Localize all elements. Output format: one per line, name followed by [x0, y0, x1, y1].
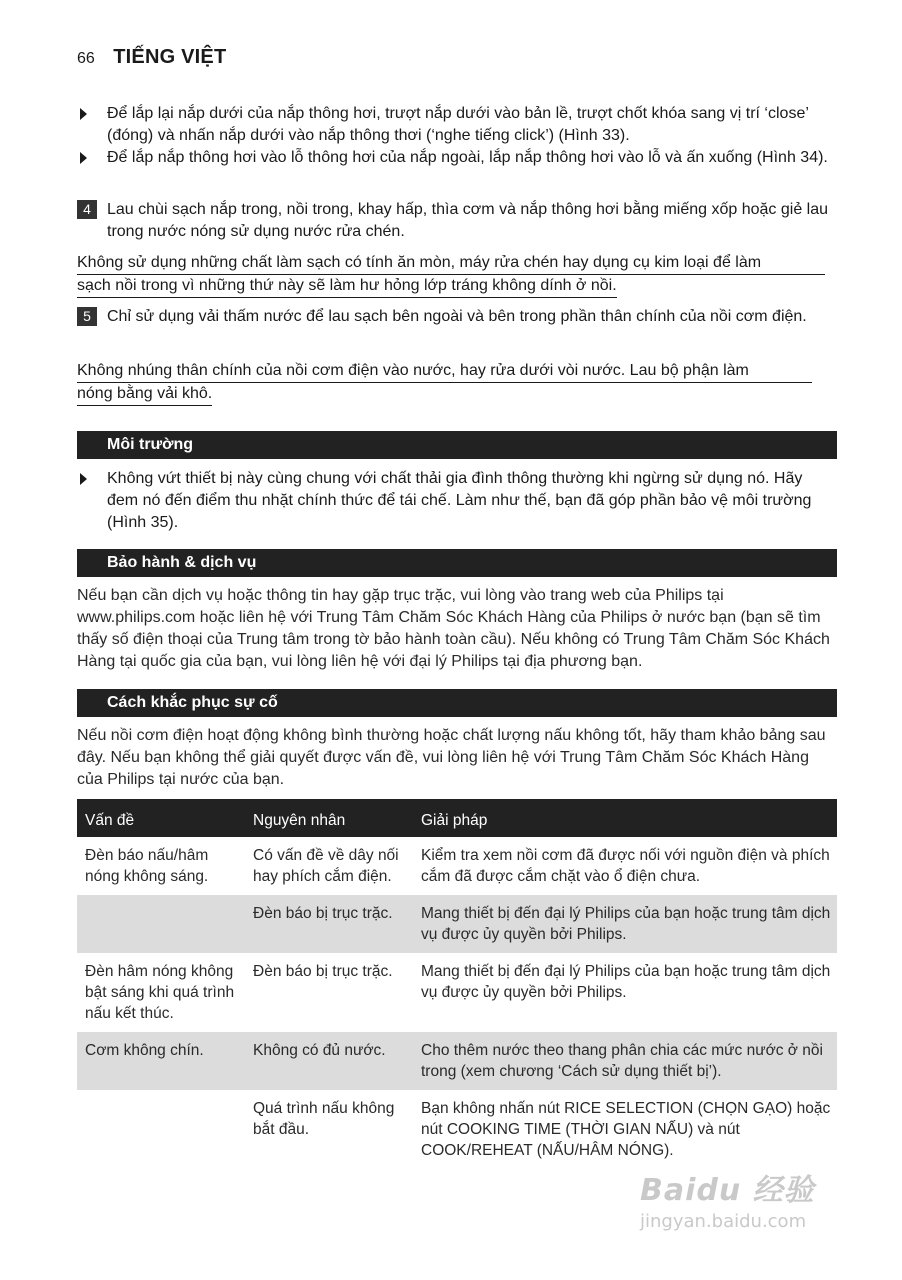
section-bar-environment: Môi trường [77, 431, 837, 459]
warning-cleaning [77, 252, 825, 298]
bullet-arrow-icon [80, 152, 87, 164]
table-row [77, 1090, 837, 1169]
troubleshooting-table [77, 799, 837, 1169]
bullet-text: Không vứt thiết bị này cùng chung với chất thải gia đình thông thường khi ngừng sử dụng nó. Hãy đem nó đến điểm thu nhặt chính thức để tái chế. Làm như thế, bạn đã góp phần bảo vệ môi trường (Hình 35). [107, 470, 812, 531]
watermark-url: jingyan.baidu.com [640, 1211, 807, 1232]
bullet-arrow-icon [80, 473, 87, 485]
warning-line: Không nhúng thân chính của nồi cơm điện vào nước, hay rửa dưới vòi nước. Lau bộ phận làm [77, 360, 812, 383]
warranty-paragraph: Nếu bạn cần dịch vụ hoặc thông tin hay gặp trục trặc, vui lòng vào trang web của Philips tại www.philips.com hoặc liên hệ với Trung Tâm Chăm Sóc Khách Hàng của Philips ở nước bạn (bạn sẽ tìm thấy số điện thoại của Trung tâm trong tờ bảo hành toàn cầu). Nếu không có Trung Tâm Chăm Sóc Khách Hàng tại quốc gia của bạn, vui lòng liên hệ với đại lý Philips tại địa phương bạn. [77, 587, 830, 670]
table-header-row [77, 799, 837, 837]
table-row [77, 1032, 837, 1090]
cell-problem [77, 895, 245, 953]
step-number: 4 [77, 200, 97, 219]
bullet-list-top [77, 103, 837, 169]
cell-solution: Mang thiết bị đến đại lý Philips của bạn hoặc trung tâm dịch vụ được ủy quyền bởi Philips. [413, 895, 837, 953]
section-bar-warranty: Bảo hành & dịch vụ [77, 549, 837, 577]
page-header [77, 46, 226, 69]
step-text: Lau chùi sạch nắp trong, nồi trong, khay hấp, thìa cơm và nắp thông hơi bằng miếng xốp hoặc giẻ lau trong nước nóng sử dụng nước rửa chén. [107, 201, 829, 240]
cell-solution: Kiểm tra xem nồi cơm đã được nối với nguồn điện và phích cắm đã được cắm chặt vào ổ điện chưa. [421, 847, 830, 885]
cell-cause: Đèn báo bị trục trặc. [245, 895, 413, 953]
cell-solution: Mang thiết bị đến đại lý Philips của bạn hoặc trung tâm dịch vụ được ủy quyền bởi Philips. [421, 963, 831, 1001]
column-header-solution: Giải pháp [413, 799, 837, 837]
watermark-logo: Baidu 经验 [640, 1173, 815, 1208]
warning-line: Không sử dụng những chất làm sạch có tính ăn mòn, máy rửa chén hay dụng cụ kim loại để làm [77, 252, 825, 275]
warning-water [77, 360, 812, 406]
table-row [77, 895, 837, 953]
section-bar-troubleshooting: Cách khắc phục sự cố [77, 689, 837, 717]
cell-solution: Cho thêm nước theo thang phân chia các mức nước ở nồi trong (xem chương ‘Cách sử dụng thiết bị’). [413, 1032, 837, 1090]
list-item [77, 468, 837, 534]
list-item [77, 103, 837, 147]
cell-cause: Có vấn đề về dây nối hay phích cắm điện. [253, 847, 399, 885]
troubleshooting-intro: Nếu nồi cơm điện hoạt động không bình thường hoặc chất lượng nấu không tốt, hãy tham khảo bảng sau đây. Nếu bạn không thể giải quyết được vấn đề, vui lòng liên hệ với Trung Tâm Chăm Sóc Khách Hàng của Philips tại nước của bạn. [77, 727, 826, 788]
step-4 [77, 199, 837, 243]
warning-line: sạch nồi trong vì những thứ này sẽ làm hư hỏng lớp tráng không dính ở nồi. [77, 275, 617, 298]
table-row [77, 953, 837, 1032]
table-row [77, 837, 837, 895]
cell-problem [77, 1090, 245, 1169]
cell-cause: Quá trình nấu không bắt đầu. [253, 1100, 395, 1138]
cell-problem: Đèn báo nấu/hâm nóng không sáng. [85, 847, 209, 885]
column-header-problem: Vấn đề [77, 799, 245, 837]
language-title: TIẾNG VIỆT [113, 46, 227, 68]
cell-problem: Đèn hâm nóng không bật sáng khi quá trình nấu kết thúc. [85, 963, 235, 1022]
cell-problem: Cơm không chín. [77, 1032, 245, 1090]
step-5 [77, 306, 837, 328]
bullet-text: Để lắp lại nắp dưới của nắp thông hơi, trượt nắp dưới vào bản lề, trượt chốt khóa sang vị trí ‘close’ (đóng) và nhấn nắp dưới vào nắp thông thơi (‘nghe tiếng click’) (Hình 33). [107, 105, 809, 144]
baidu-watermark [640, 1165, 860, 1245]
bullet-text: Để lắp nắp thông hơi vào lỗ thông hơi của nắp ngoài, lắp nắp thông hơi vào lỗ và ấn xuống (Hình 34). [107, 149, 828, 166]
cell-solution: Bạn không nhấn nút RICE SELECTION (CHỌN GẠO) hoặc nút COOKING TIME (THỜI GIAN NẤU) và nút COOK/REHEAT (NẤU/HÂM NÓNG). [421, 1100, 831, 1159]
list-item [77, 147, 837, 169]
page-number: 66 [77, 50, 95, 67]
bullet-arrow-icon [80, 108, 87, 120]
warning-line: nóng bằng vải khô. [77, 383, 212, 406]
cell-cause: Đèn báo bị trục trặc. [253, 963, 393, 980]
step-text: Chỉ sử dụng vải thấm nước để lau sạch bên ngoài và bên trong phần thân chính của nồi cơm điện. [107, 308, 807, 325]
environment-bullet [77, 468, 837, 534]
step-number: 5 [77, 307, 97, 326]
cell-cause: Không có đủ nước. [245, 1032, 413, 1090]
column-header-cause: Nguyên nhân [245, 799, 413, 837]
